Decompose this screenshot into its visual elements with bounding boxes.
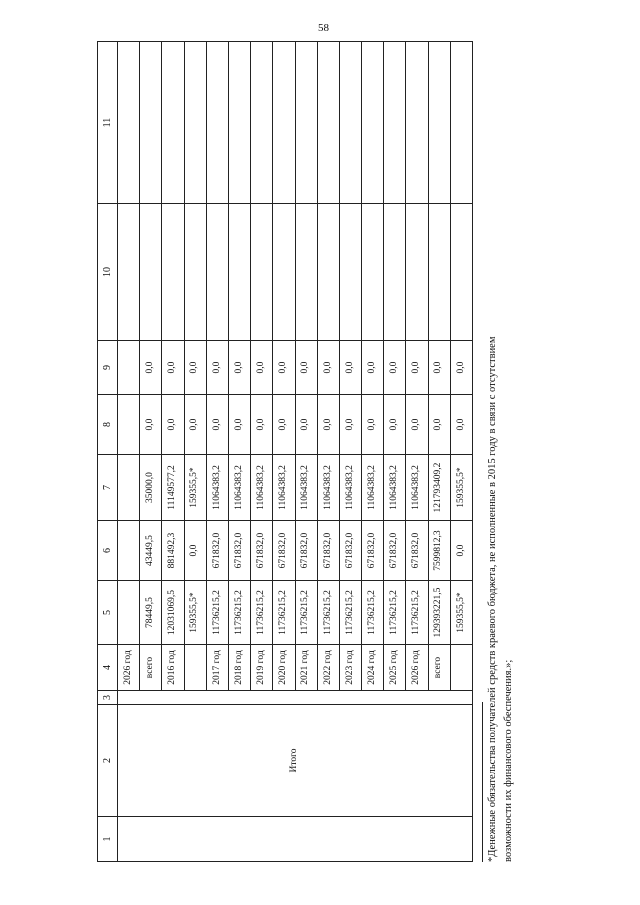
table-cell-col8: 0,0 bbox=[251, 395, 273, 455]
table-cell-col7: 121793409,2 bbox=[428, 455, 450, 521]
table-cell-col4: 2024 год bbox=[362, 645, 384, 691]
table-body bbox=[98, 42, 473, 862]
header-cell-1: 1 bbox=[98, 817, 118, 862]
table-cell-col10 bbox=[428, 204, 450, 341]
table-cell-col9: 0,0 bbox=[206, 341, 228, 395]
table-cell-col6: 0,0 bbox=[450, 521, 472, 581]
table-cell-col9: 0,0 bbox=[428, 341, 450, 395]
table-cell-col5: 11736215,2 bbox=[206, 581, 228, 645]
table-cell-col5: 78449,5 bbox=[140, 581, 162, 645]
table-cell-col11 bbox=[206, 42, 228, 204]
table-cell-col9: 0,0 bbox=[162, 341, 184, 395]
table-cell-col10 bbox=[450, 204, 472, 341]
table-cell-col8: 0,0 bbox=[384, 395, 406, 455]
table-cell-col11 bbox=[384, 42, 406, 204]
table-cell-col9: 0,0 bbox=[362, 341, 384, 395]
table-cell-col11 bbox=[428, 42, 450, 204]
table-cell-col7: 11064383,2 bbox=[273, 455, 295, 521]
table-cell-col11 bbox=[450, 42, 472, 204]
table-cell-col5 bbox=[118, 581, 140, 645]
rotated-page-content bbox=[97, 42, 514, 862]
table-cell-col7: 11064383,2 bbox=[362, 455, 384, 521]
table-cell-col4: 2021 год bbox=[295, 645, 317, 691]
table-cell-col10 bbox=[339, 204, 361, 341]
table-cell-col9: 0,0 bbox=[295, 341, 317, 395]
header-cell-9: 9 bbox=[98, 341, 118, 395]
table-cell-col7: 11064383,2 bbox=[384, 455, 406, 521]
table-cell-col7: 11064383,2 bbox=[339, 455, 361, 521]
table-cell-col7: 11064383,2 bbox=[206, 455, 228, 521]
table-cell-col4 bbox=[450, 645, 472, 691]
table-cell-col10 bbox=[317, 204, 339, 341]
table-cell-col7: 159355,5* bbox=[184, 455, 206, 521]
table-cell-col7: 11064383,2 bbox=[295, 455, 317, 521]
table-cell-col6: 671832,0 bbox=[295, 521, 317, 581]
table-cell-col10 bbox=[251, 204, 273, 341]
table-cell-col6: 0,0 bbox=[184, 521, 206, 581]
table-cell-col9: 0,0 bbox=[406, 341, 428, 395]
table-cell-col6: 7599812,3 bbox=[428, 521, 450, 581]
table-cell-col4: 2026 год bbox=[118, 645, 140, 691]
table-cell-col6: 671832,0 bbox=[251, 521, 273, 581]
table-cell-col11 bbox=[251, 42, 273, 204]
table-cell-col11 bbox=[228, 42, 250, 204]
table-cell-col11 bbox=[362, 42, 384, 204]
table-cell-col4: 2020 год bbox=[273, 645, 295, 691]
table-cell-col10 bbox=[162, 204, 184, 341]
table-cell-col6: 671832,0 bbox=[384, 521, 406, 581]
table-cell-col10 bbox=[140, 204, 162, 341]
table-cell-col6: 671832,0 bbox=[339, 521, 361, 581]
table-cell-col8: 0,0 bbox=[362, 395, 384, 455]
table-cell-col11 bbox=[140, 42, 162, 204]
header-row bbox=[98, 42, 118, 862]
page-number: 58 bbox=[318, 22, 329, 34]
table-cell-col6: 671832,0 bbox=[206, 521, 228, 581]
table-cell-col4: всего bbox=[140, 645, 162, 691]
footnote-rule bbox=[482, 702, 483, 862]
table-cell-col11 bbox=[162, 42, 184, 204]
table-cell-col8: 0,0 bbox=[339, 395, 361, 455]
table-cell-col8: 0,0 bbox=[206, 395, 228, 455]
table-cell-col8: 0,0 bbox=[428, 395, 450, 455]
table-cell-col11 bbox=[317, 42, 339, 204]
table-cell-col5: 11736215,2 bbox=[384, 581, 406, 645]
table-cell-col4: 2017 год bbox=[206, 645, 228, 691]
table-cell-col7: 11064383,2 bbox=[251, 455, 273, 521]
table-cell-col10 bbox=[273, 204, 295, 341]
table-cell-col8: 0,0 bbox=[228, 395, 250, 455]
table-cell-col6: 671832,0 bbox=[406, 521, 428, 581]
table-cell-col9: 0,0 bbox=[184, 341, 206, 395]
table-cell-col4: 2025 год bbox=[384, 645, 406, 691]
table-row bbox=[118, 42, 140, 862]
table-cell-col10 bbox=[295, 204, 317, 341]
table-cell-col7: 11064383,2 bbox=[228, 455, 250, 521]
table-cell-col6: 671832,0 bbox=[362, 521, 384, 581]
table-cell-col5: 11736215,2 bbox=[362, 581, 384, 645]
table-cell-col6: 671832,0 bbox=[273, 521, 295, 581]
table-cell-col5: 159355,5* bbox=[184, 581, 206, 645]
table-cell-col11 bbox=[273, 42, 295, 204]
table-cell-col10 bbox=[362, 204, 384, 341]
header-cell-7: 7 bbox=[98, 455, 118, 521]
table-cell-col4 bbox=[184, 645, 206, 691]
footnote bbox=[482, 42, 517, 862]
table-cell-col11 bbox=[339, 42, 361, 204]
table-cell-col7: 35000,0 bbox=[140, 455, 162, 521]
table-cell-col6 bbox=[118, 521, 140, 581]
table-cell-col9: 0,0 bbox=[317, 341, 339, 395]
table-cell-col9: 0,0 bbox=[228, 341, 250, 395]
table-cell-col4: всего bbox=[428, 645, 450, 691]
table-cell-col8 bbox=[118, 395, 140, 455]
table-cell-col9: 0,0 bbox=[251, 341, 273, 395]
table-cell-col8: 0,0 bbox=[184, 395, 206, 455]
table-cell-col9: 0,0 bbox=[384, 341, 406, 395]
table-cell-col9: 0,0 bbox=[450, 341, 472, 395]
table-cell-col5: 11736215,2 bbox=[406, 581, 428, 645]
table-cell-col7: 159355,5* bbox=[450, 455, 472, 521]
table-cell-col7: 11064383,2 bbox=[317, 455, 339, 521]
table-cell-col7 bbox=[118, 455, 140, 521]
table-cell-col6: 671832,0 bbox=[228, 521, 250, 581]
header-cell-2: 2 bbox=[98, 705, 118, 817]
table-cell-col8: 0,0 bbox=[450, 395, 472, 455]
header-cell-8: 8 bbox=[98, 395, 118, 455]
header-cell-3: 3 bbox=[98, 691, 118, 705]
table-cell-col5: 11736215,2 bbox=[295, 581, 317, 645]
table-cell-col8: 0,0 bbox=[295, 395, 317, 455]
table-cell-col10 bbox=[228, 204, 250, 341]
table-cell-col5: 11736215,2 bbox=[273, 581, 295, 645]
table-cell-col10 bbox=[206, 204, 228, 341]
table-cell-col4: 2016 год bbox=[162, 645, 184, 691]
header-cell-11: 11 bbox=[98, 42, 118, 204]
table-cell-col8: 0,0 bbox=[162, 395, 184, 455]
header-cell-4: 4 bbox=[98, 645, 118, 691]
table-cell-col8: 0,0 bbox=[406, 395, 428, 455]
table-cell-col5: 11736215,2 bbox=[339, 581, 361, 645]
table-cell-col6: 43449,5 bbox=[140, 521, 162, 581]
table-cell-col4: 2018 год bbox=[228, 645, 250, 691]
col3-blank-cell bbox=[118, 691, 473, 705]
table-cell-col8: 0,0 bbox=[273, 395, 295, 455]
col1-blank-cell bbox=[118, 817, 473, 862]
table-cell-col8: 0,0 bbox=[140, 395, 162, 455]
table-cell-col4: 2026 год bbox=[406, 645, 428, 691]
table-cell-col8: 0,0 bbox=[317, 395, 339, 455]
header-cell-5: 5 bbox=[98, 581, 118, 645]
table-cell-col7: 11149577,2 bbox=[162, 455, 184, 521]
footnote-line-2: возможности их финансового обеспечения.»; bbox=[503, 659, 514, 862]
table-cell-col4: 2019 год bbox=[251, 645, 273, 691]
table-cell-col10 bbox=[406, 204, 428, 341]
row-label: Итого bbox=[118, 705, 473, 817]
table-cell-col10 bbox=[384, 204, 406, 341]
table-cell-col4: 2022 год bbox=[317, 645, 339, 691]
table-cell-col11 bbox=[295, 42, 317, 204]
table-cell-col7: 11064383,2 bbox=[406, 455, 428, 521]
header-cell-10: 10 bbox=[98, 204, 118, 341]
table-cell-col11 bbox=[118, 42, 140, 204]
table-cell-col9: 0,0 bbox=[339, 341, 361, 395]
header-cell-6: 6 bbox=[98, 521, 118, 581]
table-cell-col11 bbox=[406, 42, 428, 204]
table-cell-col9 bbox=[118, 341, 140, 395]
table-cell-col5: 129393221,5 bbox=[428, 581, 450, 645]
table-cell-col6: 671832,0 bbox=[317, 521, 339, 581]
table-cell-col9: 0,0 bbox=[273, 341, 295, 395]
table-cell-col11 bbox=[184, 42, 206, 204]
table-cell-col5: 12031069,5 bbox=[162, 581, 184, 645]
table-cell-col6: 881492,3 bbox=[162, 521, 184, 581]
table-cell-col5: 159355,5* bbox=[450, 581, 472, 645]
table-cell-col9: 0,0 bbox=[140, 341, 162, 395]
budget-table bbox=[97, 41, 473, 862]
table-cell-col5: 11736215,2 bbox=[251, 581, 273, 645]
footnote-line-1: *Денежные обязательства получателей средств краевого бюджета, не исполненные в 2015 году в связи с отсутствием bbox=[487, 336, 498, 862]
table-cell-col4: 2023 год bbox=[339, 645, 361, 691]
table-cell-col5: 11736215,2 bbox=[228, 581, 250, 645]
table-cell-col10 bbox=[184, 204, 206, 341]
table-cell-col10 bbox=[118, 204, 140, 341]
table-cell-col5: 11736215,2 bbox=[317, 581, 339, 645]
